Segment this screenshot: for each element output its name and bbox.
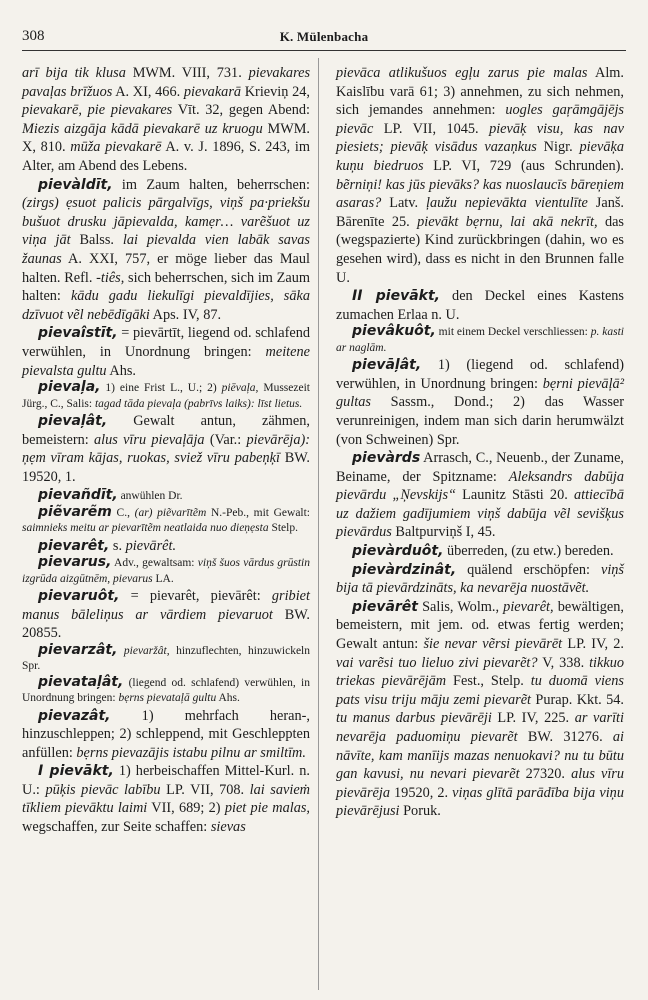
entry-text: Fest., Stelp. (446, 673, 531, 690)
entry-text: šie nevar vẽrsi pievārēt (423, 636, 563, 653)
page-number: 308 (22, 28, 45, 44)
entry-text: Janš. Bārenīte 25. (336, 195, 624, 230)
dictionary-entry (22, 762, 310, 836)
entry-text: MWM. VIII, 731. (125, 65, 249, 81)
page-header (22, 28, 626, 50)
entry-text: alus vīru pievārēja (336, 766, 625, 801)
entry-text: (liegend od. schlafend) verwühlen, in Unordnung bringen: (22, 676, 310, 705)
entry-text: Aleksandrs dabūja pievārdu „Ņevskijs“ (336, 468, 624, 504)
headword: pievaîstīt, (38, 325, 118, 342)
entry-text: -tiês, (96, 269, 125, 286)
entry-text: tagad tāda pievaļa (pabrīvs laiks): līst lietus. (94, 397, 303, 410)
column-divider (318, 58, 319, 990)
entry-text: pievārēja): ņẹm vīram kājas, ruokas, sviež vīru pabeņķī (22, 431, 310, 467)
entry-text: A. XXI, 757, er möge lieber das Maul halten. Refl. (22, 250, 310, 286)
entry-text: gribiet manus bāleliņus ar vārdiem pievaruot (22, 588, 310, 623)
entry-text: quälend erschöpfen: (456, 561, 601, 578)
entry-text: Ahs. (216, 692, 240, 705)
dictionary-entry (22, 412, 310, 486)
entry-text: = pievarêt, pievārêt: (119, 588, 272, 605)
entry-text: lai pievalda vien labāk savas žaunas (22, 232, 310, 267)
entry-text: BW. 20855. (22, 606, 310, 642)
entry-text: mit einem Deckel verschliessen: (435, 326, 591, 339)
headword: pievaruôt, (38, 588, 120, 605)
entry-text: 1) herbeischaffen Mittel-Kurl. n. U.: (22, 763, 310, 798)
headword: II pievākt, (352, 288, 440, 305)
right-column (336, 64, 624, 821)
entry-text: anwühlen Dr. (117, 490, 183, 503)
dictionary-entry (336, 287, 624, 324)
entry-text: pievakarē, pie pievakares (22, 102, 173, 119)
entry-text: s. (109, 537, 126, 554)
dictionary-entry (22, 64, 310, 176)
entry-text: arī bija tik klusa (22, 65, 126, 81)
dictionary-entry (336, 449, 624, 542)
entry-text: hinzuflechten, hinzuwickeln Spr. (22, 644, 310, 673)
entry-text: (Var.: (204, 431, 247, 448)
headword: pievarêt, (38, 537, 110, 554)
entry-text: sich beherrschen, sich im Zaum halten: (22, 269, 310, 305)
entry-text: pievāķ visu, kas nav piesiets; pievāķ visādus vazaņkus (336, 120, 624, 156)
entry-text: 1) eine Frist L., U.; 2) (100, 382, 222, 395)
entry-text: N.-Peb., mit Gewalt: (206, 506, 311, 519)
dictionary-entry (336, 64, 624, 287)
headword: pievâkuôt, (352, 323, 436, 340)
entry-text: mūža pievakarē (70, 139, 162, 156)
entry-text: LP. IV, 225. (491, 710, 575, 727)
entry-text: saimnieks meitu ar pievarītẽm neatlaida nuo dieņẹsta (22, 522, 269, 535)
entry-text: Adv., gewaltsam: (111, 557, 198, 570)
entry-text: Gewalt antun, zähmen, bemeistern: (22, 412, 310, 448)
entry-text: das (wegspazierte) Kind zurückbringen (dahin, wo es gesehen wird), dass es nicht in den Brunnen falle U. (336, 213, 624, 286)
headword: pievañdīt, (38, 487, 118, 504)
entry-text: Mussezeit Jürg., C., Salis: (22, 382, 310, 410)
entry-text: Salis, Wolm., (417, 598, 504, 615)
entry-text: Launitz Stāsti 20. (456, 487, 574, 504)
entry-text: ai nāvīte, kam manīijs mazas nenuokavi? nu tu būtu gan kavusi, nu nevari pievarẽt (336, 729, 624, 783)
entry-text: viņas glītā parādība bija viņu pievārējusi (336, 784, 624, 820)
entry-text: bẹrns pievataļā gultu (118, 692, 217, 705)
entry-text: Poruk. (399, 803, 441, 820)
entry-text: bẽrniņi! kas jūs pievāks? kas nuoslaucīs bāreņiem asaras? (336, 176, 624, 212)
header-rule (22, 50, 626, 51)
entry-text: Purap. Kkt. 54. (531, 691, 624, 708)
entry-text: tu duomā viens pats visu triju māju zemi pievarẽt (336, 673, 624, 708)
entry-text: A. v. J. 1896, S. 243, im Alter, am Abend des Lebens. (22, 139, 310, 174)
entry-text: piet pie malas, (224, 800, 310, 817)
entry-text: alus vīru pievaļāja (93, 431, 205, 448)
entry-text: viņš šuos vārdus grūstin izgrūda aizgūtnēm, pievarus (22, 557, 310, 585)
entry-text: Sassm., Dond.; 2) das Wasser verunreinigen, indem man sich darin herumwälzt (von Schweinen) Spr. (336, 394, 624, 448)
entry-text: sievas (210, 819, 246, 836)
entry-text: LA. (152, 572, 174, 585)
running-title: K. Mülenbacha (279, 29, 369, 44)
entry-text: (ar) piẽvarītẽm (134, 506, 207, 519)
entry-text: im Zaum halten, beherrschen: (112, 176, 310, 193)
headword: pievazât, (38, 707, 111, 724)
entry-text: kādu gadu liekulīgi pievaldījies, sāka dzīvuot vẽl nebēdīgāki (22, 288, 311, 323)
dictionary-entry (22, 380, 310, 412)
headword: pievaļa, (38, 379, 101, 396)
dictionary-entry (336, 598, 624, 821)
entry-text: 27320. (519, 766, 572, 783)
dictionary-entry (336, 356, 624, 449)
entry-text: überreden, (zu etw.) bereden. (443, 543, 614, 560)
headword: piẽvarẽm (38, 503, 112, 520)
entry-text: Stelp. (268, 522, 298, 535)
entry-text: attiecībā uz dažiem gadījumiem viņš dabūja vẽl sevišķus pievārdus (336, 487, 624, 541)
entry-text: bẹrns pievazājis istabu pilnu ar smiltīm. (76, 744, 306, 761)
entry-text: C., (111, 506, 135, 519)
entry-text: piēvaļa, (221, 382, 259, 395)
dictionary-entry (22, 555, 310, 587)
entry-text: pievārêt. (125, 537, 177, 554)
dictionary-entry (22, 675, 310, 707)
entry-text: 1) (liegend od. schlafend) verwühlen, in Unordnung bringen: (336, 357, 624, 392)
entry-text: p. kasti ar naglām. (336, 326, 624, 354)
entry-text: A. XI, 466. (112, 83, 184, 100)
entry-text: den Deckel eines Kastens zumachen Erlaa n. U. (336, 288, 624, 323)
entry-text: wegschaffen, zur Seite schaffen: (22, 819, 211, 836)
entry-text: vai varẽsi tuo lieluo zivi pievarẽt? (336, 654, 538, 671)
headword: pievaļât, (38, 412, 108, 429)
entry-text: Alm. Kaislību varā 61; 3) annehmen, zu sich nehmen, sich jemandes annehmen: (336, 65, 624, 119)
entry-text: meitene pievalsta gultu (22, 343, 310, 379)
entry-text: pievāca atlikušuos egļu zarus pie malas (336, 65, 588, 81)
entry-text: viņš bija tā pievārdzināts, ka nevarēja nuostāvẽt. (336, 561, 624, 597)
dictionary-entry (22, 537, 310, 556)
entry-text: Vīt. 32, gegen Abend: (172, 102, 310, 119)
entry-text: pūķis pievāc labību (45, 781, 161, 798)
entry-text: Ahs. (106, 362, 136, 379)
entry-text: bewältigen, bemeistern, mit jem. od. etwas fertig werden; Gewalt antun: (336, 598, 624, 653)
entry-text: Latv. (381, 195, 426, 212)
entry-text: Baltpurviņš I, 45. (391, 524, 496, 541)
entry-text: pievāķa kuņu biedruos (336, 139, 624, 174)
entry-text: (zirgs) ẹsuot palicis pārgalvīgs, viņš pa·priekšu bušuot drusku jāpievalda, kamẹr… varẽšuot uz viņa jāt (22, 195, 310, 249)
entry-text: Nigr. (536, 139, 580, 156)
entry-text: Balss. (70, 232, 123, 249)
dictionary-entry (336, 542, 624, 561)
entry-text: LP. VII, 708. (160, 781, 250, 798)
entry-text: 19520, 2. (390, 784, 453, 801)
entry-text: pievakarā (183, 83, 242, 100)
headword: pievāļât, (352, 357, 422, 374)
dictionary-entry (336, 324, 624, 356)
headword: pievarzât, (38, 641, 118, 658)
entry-text: BW. 31276. (517, 729, 613, 745)
entry-text: pievākt bẹrnu, lai akā nekrīt, (417, 213, 598, 230)
entry-text: Krieviņ 24, (241, 83, 310, 100)
dictionary-entry (22, 324, 310, 380)
headword: pievàrds (352, 450, 421, 467)
entry-text: pievarêt, (503, 598, 554, 615)
entry-text: LP. VII, 1045. (373, 120, 490, 137)
entry-text: ar varīti nevarēja paduomiņu pievarẽt (336, 710, 625, 745)
entry-text: lai savieṁ tīkliem pievāktu laimi (22, 781, 311, 817)
entry-text: ļaužu nepievākta vientulīte (425, 195, 588, 212)
entry-text: tikkuo triekas pievārējām (336, 654, 625, 690)
dictionary-entry (22, 505, 310, 537)
entry-text: pievaržât, (123, 644, 170, 657)
entry-text: VII, 689; 2) (147, 800, 225, 817)
dictionary-entry (22, 486, 310, 505)
headword: pievarus, (38, 554, 112, 571)
entry-text: LP. IV, 2. (562, 636, 625, 653)
dictionary-entry (22, 643, 310, 675)
headword: pievàrduôt, (352, 543, 444, 560)
entry-text: bẹrni pievāļā² gultas (336, 375, 624, 411)
dictionary-entry (336, 561, 624, 598)
entry-text: uogles gaŗāmgājējs pievāc (336, 102, 624, 137)
entry-text: = pievārtīt, liegend od. schlafend verwühlen, in Unordnung bringen: (22, 325, 310, 360)
entry-text: Arrasch, C., Neuenb., der Zuname, Beiname, der Spitzname: (336, 450, 624, 485)
entry-text: MWM. X, 810. (22, 120, 310, 156)
headword: pievàldīt, (38, 176, 113, 193)
dictionary-entry (22, 176, 310, 325)
left-column (22, 64, 310, 837)
entry-text: Aps. IV, 87. (149, 306, 222, 323)
entry-text: Miezis aizgāja kādā pievakarē uz kruogu (22, 120, 263, 137)
entry-text: BW. 19520, 1. (22, 450, 310, 485)
headword: I pievākt, (38, 763, 114, 780)
dictionary-entry (22, 707, 310, 763)
entry-text: pievakares pavaļas brīžuos (22, 65, 311, 100)
entry-text: V, 338. (537, 654, 590, 671)
headword: pievàrdzinât, (352, 561, 457, 578)
entry-text: LP. VI, 729 (aus Schrunden). (423, 157, 624, 174)
entry-text: tu manus darbus pievārēji (336, 710, 492, 727)
entry-text: 1) mehrfach heran-, hinzuschleppen; 2) schleppend, mit Geschleppten anfüllen: (22, 707, 310, 761)
headword: pievārêt (352, 598, 418, 615)
headword: pievataļât, (38, 673, 124, 690)
dictionary-entry (22, 587, 310, 643)
